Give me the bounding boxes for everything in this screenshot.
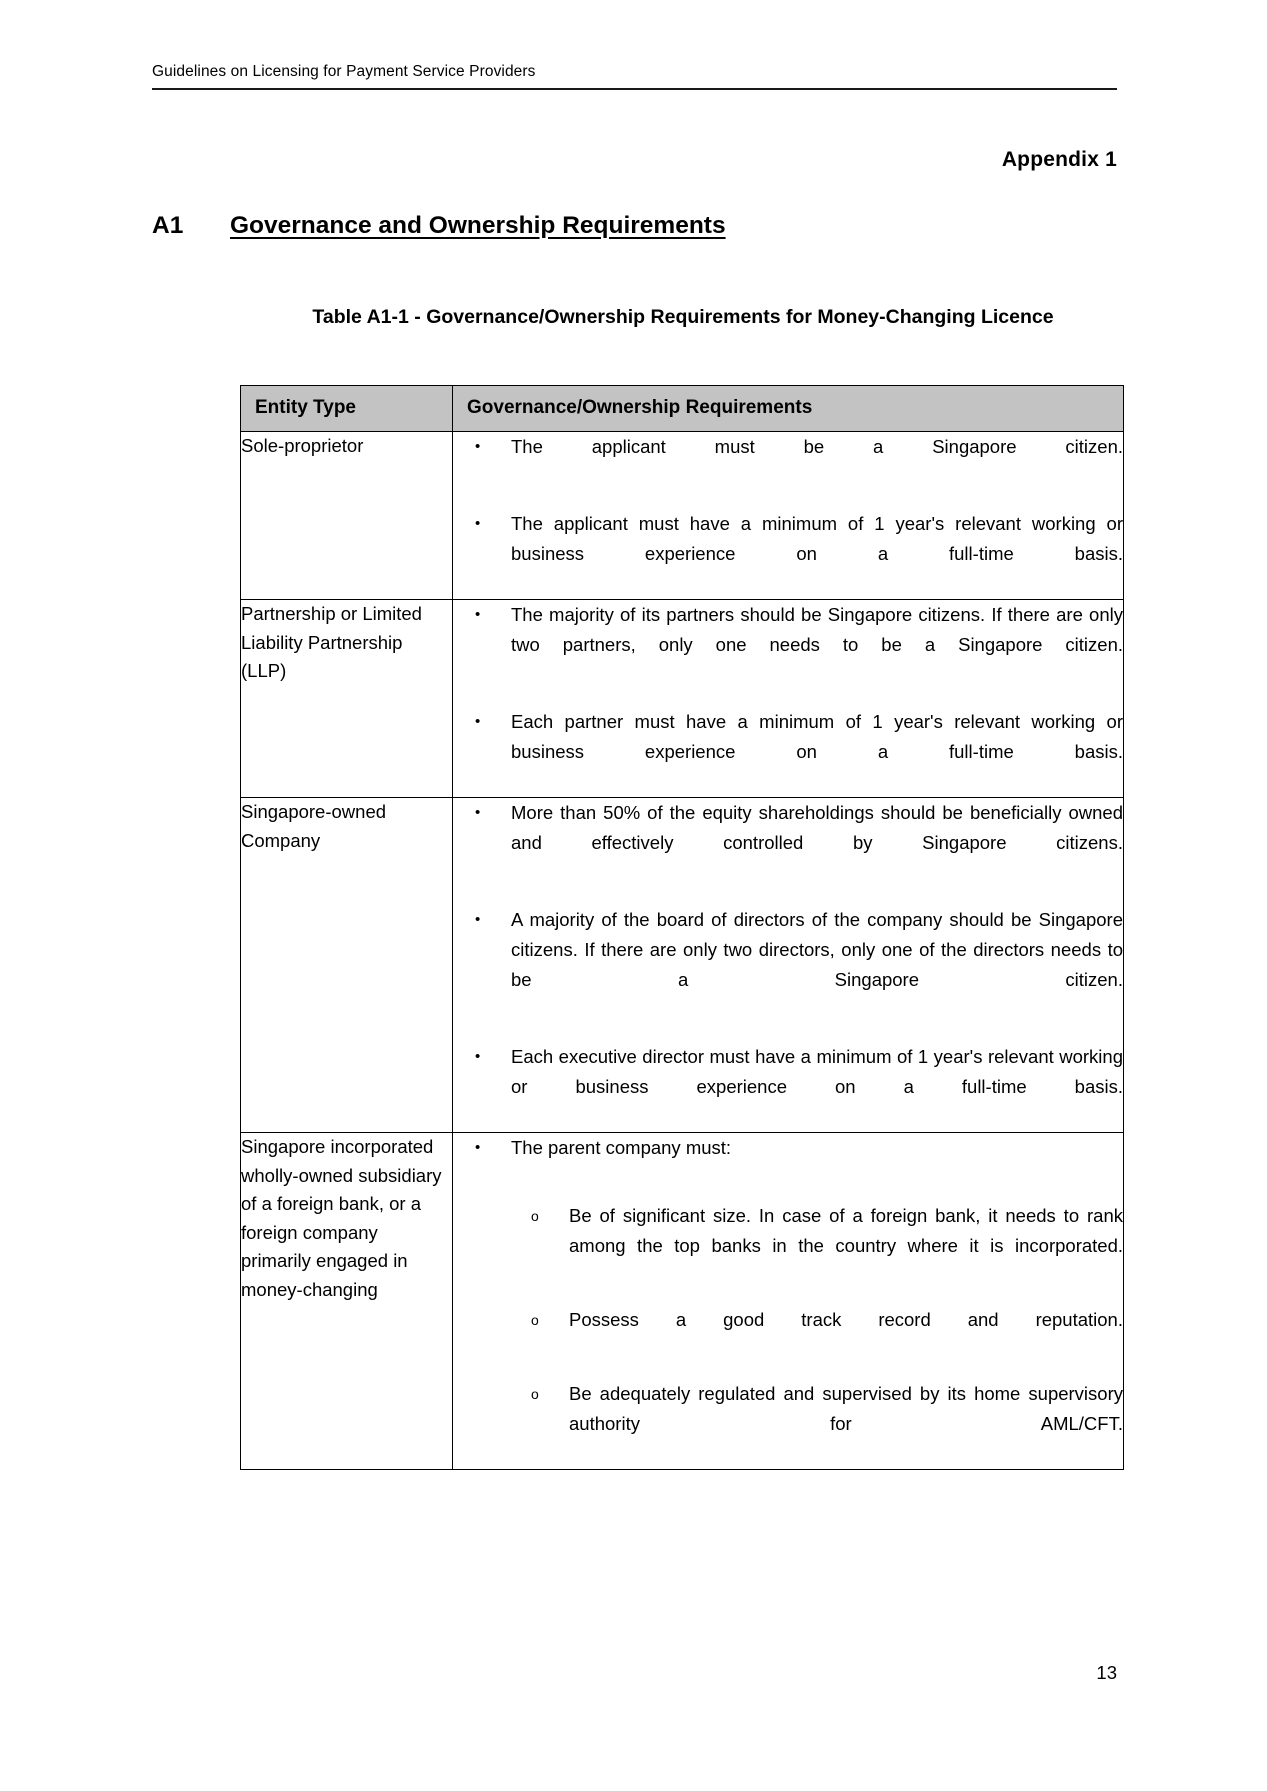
table-row [241, 432, 1124, 600]
list-item-text: The majority of its partners should be Singapore citizens. If there are only two partners, only one needs to be a Singapore citizen. [511, 604, 1123, 655]
section-heading [152, 212, 726, 240]
section-title: Governance and Ownership Requirements [230, 212, 726, 239]
list-item-text: More than 50% of the equity shareholdings should be beneficially owned and effectively controlled by Singapore citizens. [511, 802, 1123, 853]
list-item-text: Each partner must have a minimum of 1 year's relevant working or business experience on a full-time basis. [511, 711, 1123, 762]
list-item-text: The applicant must be a Singapore citizen. [511, 436, 1123, 457]
bullet-icon: • [475, 804, 481, 821]
requirements-cell [453, 798, 1124, 1133]
column-header-requirements: Governance/Ownership Requirements [453, 386, 1124, 432]
list-item [453, 509, 1123, 599]
bullet-icon: • [475, 438, 481, 455]
list-item [453, 600, 1123, 690]
entity-type-cell: Singapore-owned Company [241, 798, 453, 1133]
list-item [453, 1133, 1123, 1469]
sub-list-item [511, 1305, 1123, 1365]
page-number: 13 [1096, 1662, 1117, 1683]
sub-list-item [511, 1201, 1123, 1291]
list-item [453, 432, 1123, 492]
requirements-list [453, 600, 1123, 797]
appendix-label: Appendix 1 [1001, 148, 1117, 171]
bullet-icon: • [475, 1048, 481, 1065]
running-header-text: Guidelines on Licensing for Payment Service Providers [152, 63, 536, 80]
running-header [152, 62, 1117, 90]
entity-type-cell: Partnership or Limited Liability Partnership (LLP) [241, 600, 453, 798]
list-item-text: The applicant must have a minimum of 1 year's relevant working or business experience on a full-time basis. [511, 513, 1123, 564]
table-row [241, 600, 1124, 798]
bullet-icon: • [475, 911, 481, 928]
bullet-icon: • [475, 515, 481, 532]
list-item [453, 905, 1123, 1025]
requirements-list [453, 798, 1123, 1132]
bullet-icon: • [475, 606, 481, 623]
sub-requirements-list [511, 1201, 1123, 1469]
governance-requirements-table [240, 385, 1124, 1470]
hollow-bullet-icon: o [531, 1386, 539, 1402]
requirements-cell [453, 432, 1124, 600]
sub-list-item-text: Possess a good track record and reputation. [569, 1309, 1123, 1330]
column-header-entity-type: Entity Type [241, 386, 453, 432]
list-item-text: Each executive director must have a minimum of 1 year's relevant working or business experience on a full-time basis. [511, 1046, 1123, 1097]
list-item [453, 707, 1123, 797]
header-divider [152, 88, 1117, 90]
list-item [453, 1042, 1123, 1132]
requirements-cell [453, 600, 1124, 798]
table-header-row [241, 386, 1124, 432]
hollow-bullet-icon: o [531, 1208, 539, 1224]
requirements-list [453, 1133, 1123, 1469]
sub-list-item-text: Be of significant size. In case of a foreign bank, it needs to rank among the top banks in the country where it is incorporated. [569, 1205, 1123, 1256]
sub-list-item-text: Be adequately regulated and supervised by its home supervisory authority for AML/CFT. [569, 1383, 1123, 1434]
table-caption: Table A1-1 - Governance/Ownership Requirements for Money-Changing Licence [312, 306, 1054, 328]
section-number: A1 [152, 212, 184, 239]
list-item-text: A majority of the board of directors of the company should be Singapore citizens. If there are only two directors, only one of the directors needs to be a Singapore citizen. [511, 909, 1123, 990]
entity-type-cell: Sole-proprietor [241, 432, 453, 600]
table-row [241, 1133, 1124, 1470]
sub-list-item [511, 1379, 1123, 1469]
hollow-bullet-icon: o [531, 1312, 539, 1328]
list-item-text: The parent company must: [511, 1137, 732, 1158]
table-row [241, 798, 1124, 1133]
requirements-cell [453, 1133, 1124, 1470]
requirements-list [453, 432, 1123, 599]
list-item [453, 798, 1123, 888]
entity-type-cell: Singapore incorporated wholly-owned subsidiary of a foreign bank, or a foreign company primarily engaged in money-changing [241, 1133, 453, 1470]
bullet-icon: • [475, 1139, 481, 1156]
bullet-icon: • [475, 713, 481, 730]
